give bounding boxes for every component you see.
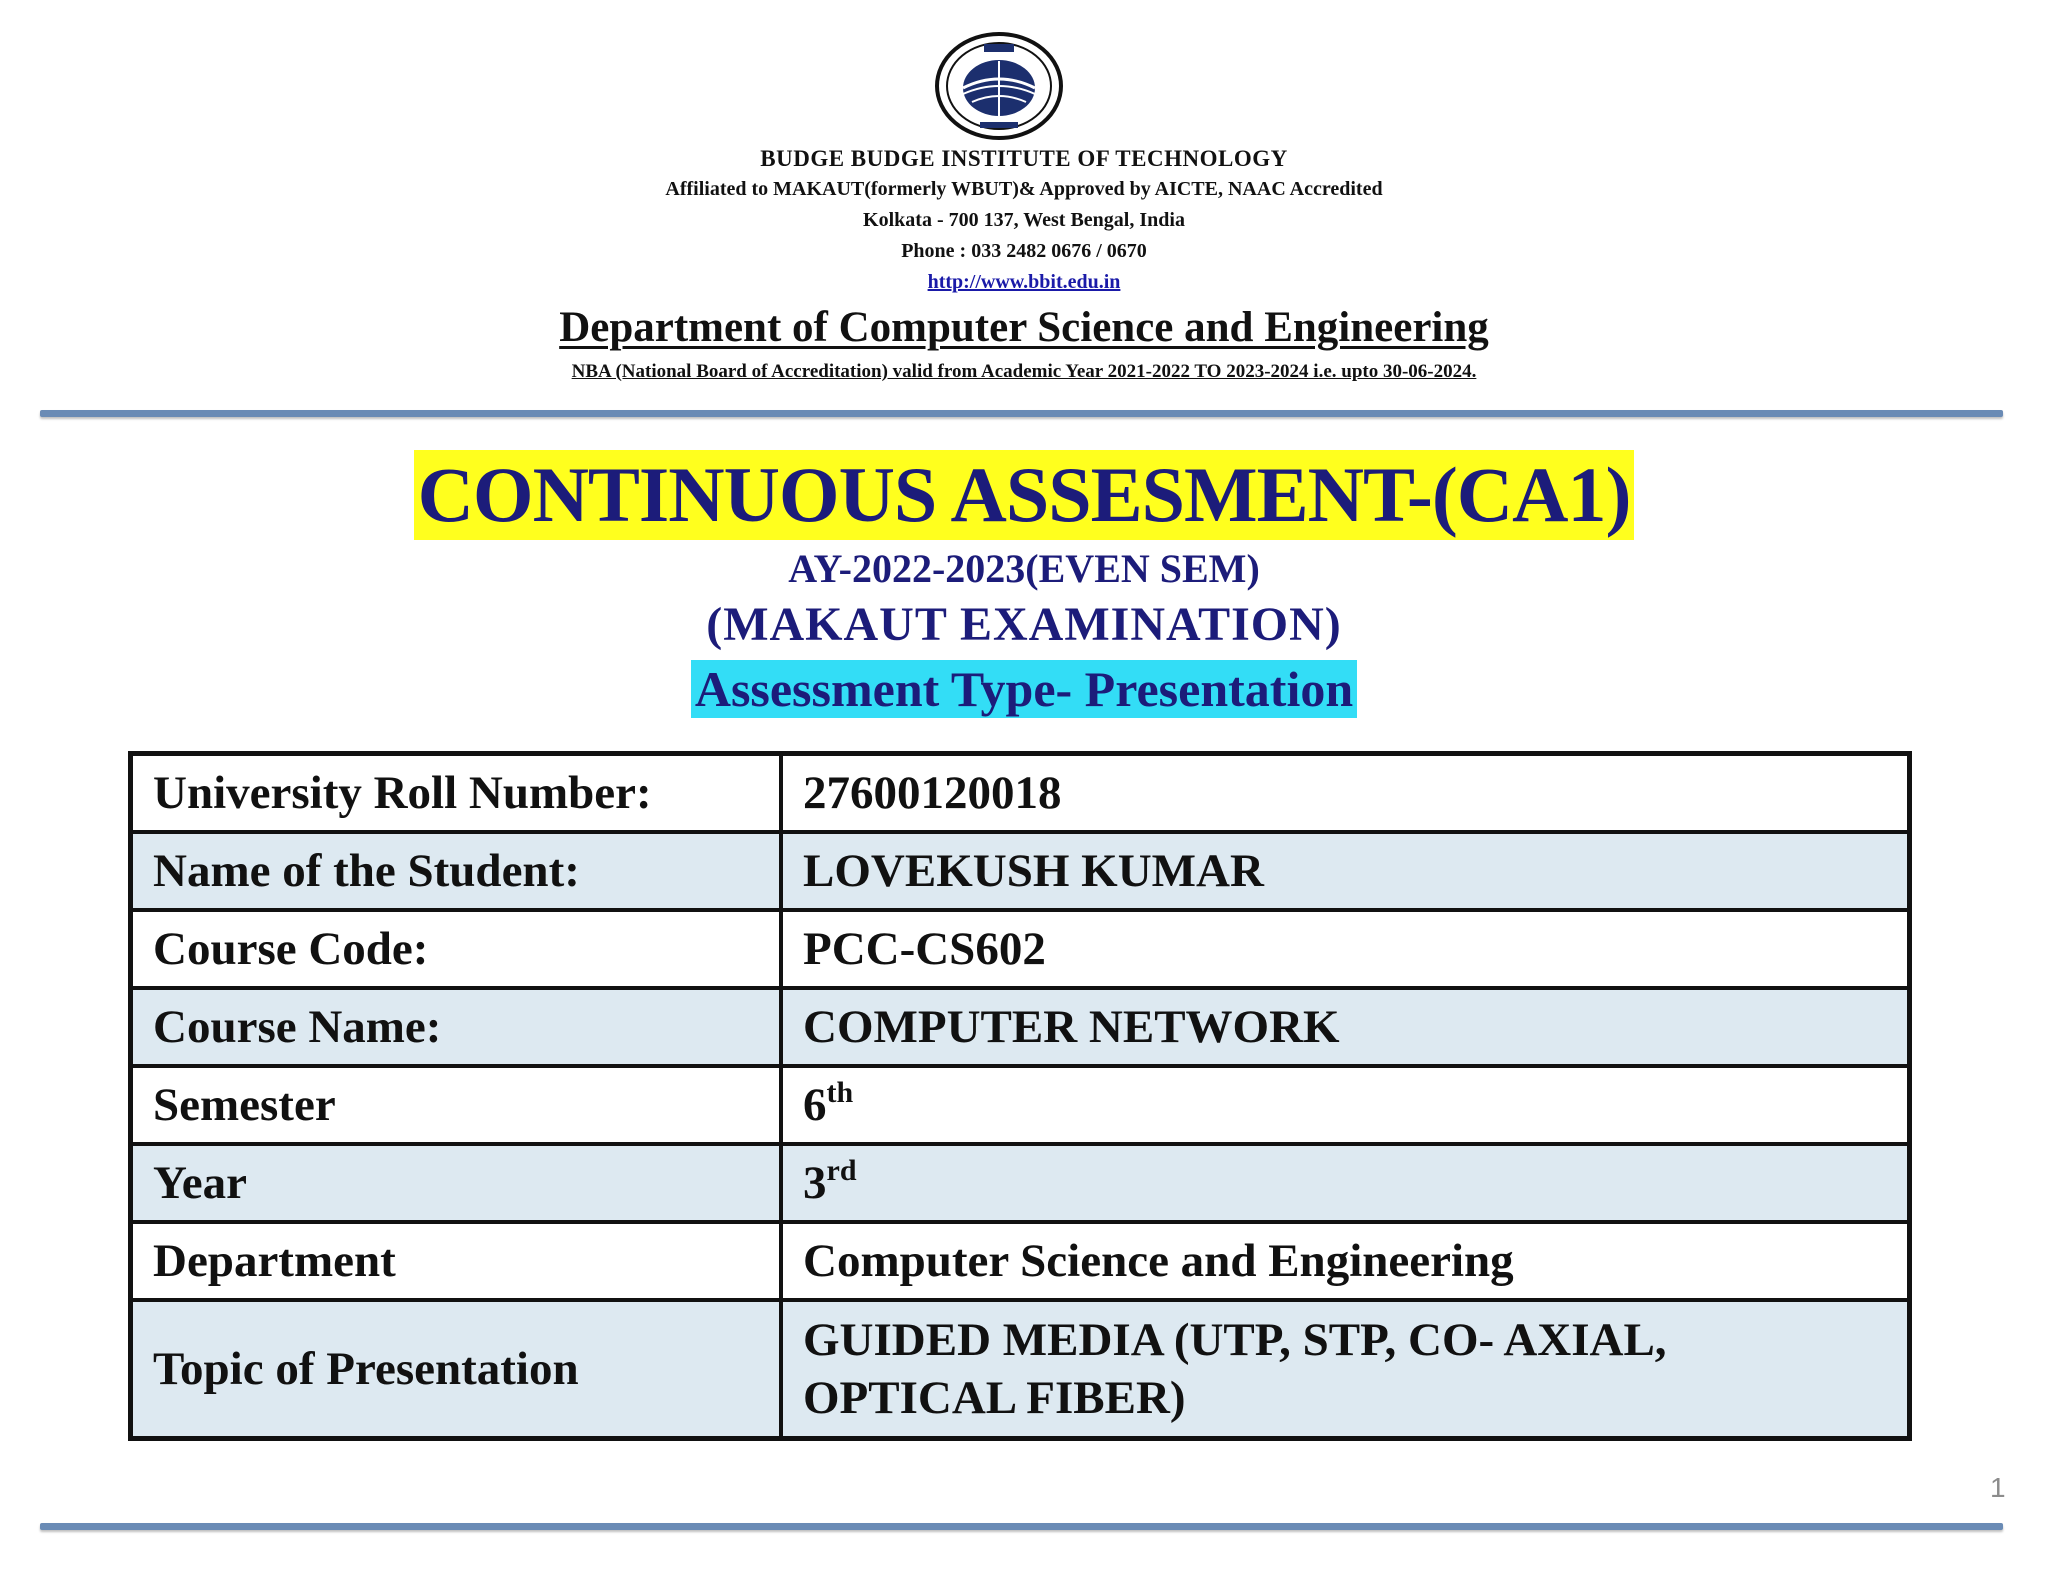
table-row bbox=[131, 988, 1910, 1066]
row-label: University Roll Number: bbox=[131, 754, 782, 833]
top-divider bbox=[40, 410, 2003, 417]
row-label: Name of the Student: bbox=[131, 832, 782, 910]
student-details-table bbox=[128, 751, 1912, 1441]
semester-suffix: th bbox=[826, 1076, 854, 1109]
bottom-divider bbox=[40, 1523, 2003, 1530]
table-row bbox=[131, 1222, 1910, 1300]
row-value: 27600120018 bbox=[781, 754, 1910, 833]
assessment-type: Assessment Type- Presentation bbox=[691, 660, 1357, 718]
row-label: Year bbox=[131, 1144, 782, 1222]
table-row bbox=[131, 1300, 1910, 1439]
exam-name: (MAKAUT EXAMINATION) bbox=[706, 598, 1342, 651]
row-value: COMPUTER NETWORK bbox=[781, 988, 1910, 1066]
institute-address: Kolkata - 700 137, West Bengal, India bbox=[863, 209, 1185, 231]
row-label: Course Code: bbox=[131, 910, 782, 988]
row-value bbox=[781, 1300, 1910, 1439]
table-row bbox=[131, 754, 1910, 833]
assessment-type-wrapper bbox=[0, 660, 2048, 718]
row-value: LOVEKUSH KUMAR bbox=[781, 832, 1910, 910]
nba-accreditation-note: NBA (National Board of Accreditation) valid from Academic Year 2021-2022 TO 2023-2024 i.e. upto 30-06-2024. bbox=[571, 361, 1477, 382]
title-wrapper bbox=[0, 450, 2048, 540]
topic-line-2: OPTICAL FIBER) bbox=[803, 1372, 1186, 1424]
institute-name: BUDGE BUDGE INSTITUTE OF TECHNOLOGY bbox=[760, 146, 1288, 171]
row-value bbox=[781, 1066, 1910, 1144]
row-value: PCC-CS602 bbox=[781, 910, 1910, 988]
table-row bbox=[131, 1144, 1910, 1222]
institute-website-link[interactable]: http://www.bbit.edu.in bbox=[927, 271, 1121, 293]
year-number: 3 bbox=[803, 1157, 827, 1209]
institute-affiliation: Affiliated to MAKAUT(formerly WBUT)& Approved by AICTE, NAAC Accredited bbox=[665, 178, 1383, 200]
topic-line-1: GUIDED MEDIA (UTP, STP, CO- AXIAL, bbox=[803, 1314, 1667, 1366]
row-label: Topic of Presentation bbox=[131, 1300, 782, 1439]
institute-emblem-icon bbox=[932, 30, 1066, 142]
page-number: 1 bbox=[1990, 1472, 2006, 1503]
year-suffix: rd bbox=[826, 1154, 857, 1187]
row-value: Computer Science and Engineering bbox=[781, 1222, 1910, 1300]
row-value bbox=[781, 1144, 1910, 1222]
table-row bbox=[131, 1066, 1910, 1144]
department-title: Department of Computer Science and Engineering bbox=[559, 304, 1489, 351]
row-label: Course Name: bbox=[131, 988, 782, 1066]
academic-year: AY-2022-2023(EVEN SEM) bbox=[788, 546, 1260, 591]
row-label: Semester bbox=[131, 1066, 782, 1144]
table-row bbox=[131, 832, 1910, 910]
semester-number: 6 bbox=[803, 1079, 827, 1131]
assessment-title: CONTINUOUS ASSESMENT-(CA1) bbox=[414, 450, 1635, 540]
row-label: Department bbox=[131, 1222, 782, 1300]
table-row bbox=[131, 910, 1910, 988]
institute-phone: Phone : 033 2482 0676 / 0670 bbox=[901, 240, 1147, 262]
